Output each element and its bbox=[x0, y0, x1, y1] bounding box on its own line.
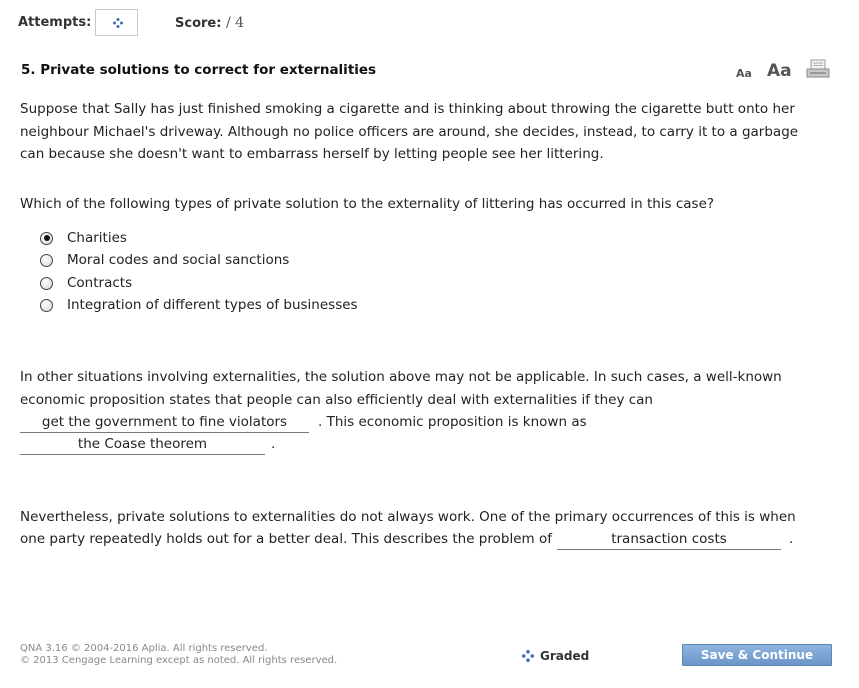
print-icon[interactable] bbox=[806, 59, 830, 79]
font-increase-button[interactable]: Aa bbox=[767, 61, 792, 81]
question-title: 5. Private solutions to correct for externalities bbox=[21, 62, 377, 78]
blank-dropdown-problem[interactable]: transaction costs bbox=[557, 530, 781, 550]
part2-after-blank1: . This economic proposition is known as bbox=[318, 414, 587, 430]
attempts-indicator bbox=[95, 9, 138, 36]
option-integration[interactable] bbox=[40, 295, 358, 315]
blank-dropdown-solution[interactable]: get the government to fine violators bbox=[20, 413, 309, 433]
scenario-line: can because she doesn't want to embarrass herself by letting people see her littering. bbox=[20, 146, 604, 162]
option-label: Charities bbox=[67, 230, 127, 246]
scenario-line: Suppose that Sally has just finished smoking a cigarette and is thinking about throwing the cigarette butt onto her bbox=[20, 101, 795, 117]
diamond-dots-icon bbox=[113, 18, 123, 28]
blank-dropdown-proposition[interactable]: the Coase theorem bbox=[20, 435, 265, 455]
option-moral-codes[interactable] bbox=[40, 250, 289, 270]
copyright-line: © 2013 Cengage Learning except as noted. All rights reserved. bbox=[20, 655, 338, 666]
scenario-paragraph bbox=[20, 98, 840, 166]
save-continue-button[interactable]: Save & Continue bbox=[682, 644, 832, 666]
attempts-label: Attempts: bbox=[18, 15, 92, 30]
option-label: Contracts bbox=[67, 275, 133, 291]
score-value: / 4 bbox=[225, 15, 245, 31]
part3-line1: Nevertheless, private solutions to externalities do not always work. One of the primary occurrences of this is when bbox=[20, 509, 796, 525]
option-label: Integration of different types of businesses bbox=[67, 297, 358, 313]
score-label bbox=[175, 15, 244, 31]
radio-button[interactable] bbox=[40, 299, 53, 312]
question-prompt: Which of the following types of private solution to the externality of littering has occurred in this case? bbox=[20, 196, 715, 212]
score-label-text: Score: bbox=[175, 16, 222, 31]
radio-button[interactable] bbox=[40, 277, 53, 290]
copyright-line: QNA 3.16 © 2004-2016 Aplia. All rights reserved. bbox=[20, 643, 268, 654]
option-charities[interactable] bbox=[40, 228, 127, 248]
radio-button[interactable] bbox=[40, 254, 53, 267]
part2-paragraph bbox=[20, 366, 840, 411]
part2-line: economic proposition states that people can also efficiently deal with externalities if they can bbox=[20, 391, 653, 408]
diamond-dots-icon bbox=[522, 650, 534, 662]
graded-label: Graded bbox=[540, 649, 590, 663]
part3-after-blank: . bbox=[789, 531, 794, 547]
font-decrease-button[interactable]: Aa bbox=[736, 67, 752, 80]
part2-after-blank2: . bbox=[271, 436, 276, 452]
part2-line: In other situations involving externalities, the solution above may not be applicable. In such cases, a well-known bbox=[20, 369, 782, 385]
option-contracts[interactable] bbox=[40, 273, 132, 293]
part3-line2: one party repeatedly holds out for a better deal. This describes the problem of bbox=[20, 531, 552, 547]
graded-indicator bbox=[522, 649, 589, 663]
scenario-line: neighbour Michael's driveway. Although no police officers are around, she decides, instead, to carry it to a garbage bbox=[20, 123, 799, 140]
radio-button-selected[interactable] bbox=[40, 232, 53, 245]
copyright bbox=[20, 643, 337, 667]
option-label: Moral codes and social sanctions bbox=[67, 252, 290, 268]
